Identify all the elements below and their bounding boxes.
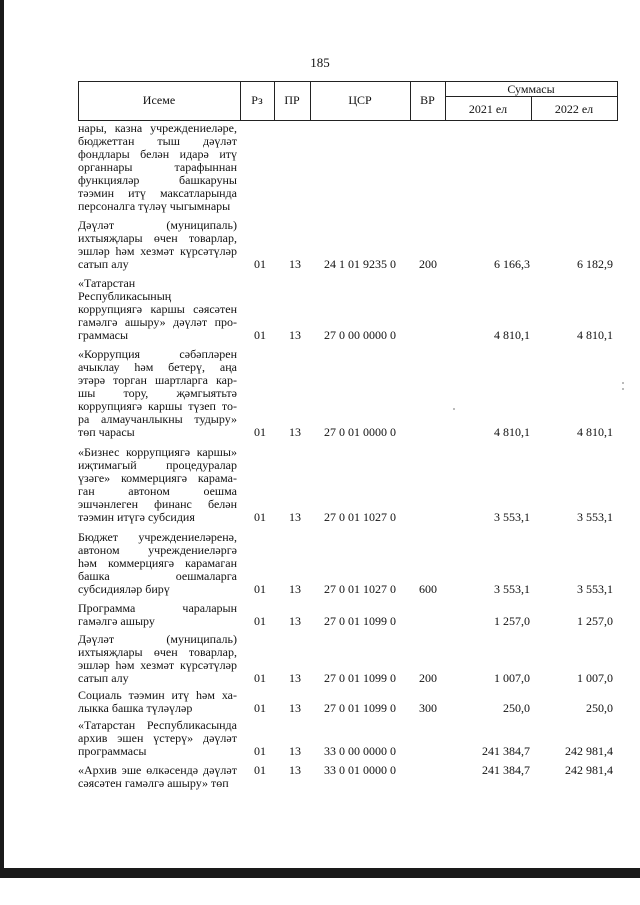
row-name-line: функцияләр башкаруны	[78, 174, 237, 187]
cell-pr: 13	[289, 257, 301, 271]
row-name-line: эшләр һәм хезмәт күрсәтүләр	[78, 659, 237, 672]
row-name-line: «Архив эше өлкәсендә дәүләт	[78, 764, 237, 777]
cell-sum-2022: 1 257,0	[577, 614, 613, 628]
row-name-line: тәэмин итү максатларында	[78, 187, 237, 200]
scan-margin-bottom	[0, 878, 640, 905]
cell-sum-2021: 1 257,0	[494, 614, 530, 628]
cell-vr: 600	[419, 582, 437, 596]
row-name-line: тәэмин итүгә субсидия	[78, 511, 195, 524]
row-name-line: нары, казна учреждениеләре,	[78, 122, 237, 135]
row-name-line: үзәге» коммерциягә карама-	[78, 472, 237, 485]
row-name-line: шы тору, җәмгыятьтә	[78, 387, 237, 400]
cell-csr: 27 0 01 0000 0	[324, 425, 396, 439]
cell-csr: 27 0 01 1099 0	[324, 701, 396, 715]
row-name-line: фондлары белән идарә итү	[78, 148, 237, 161]
row-name-line: «Татарстан	[78, 277, 136, 290]
row-name-line: сәясәтен гамәлгә ашыру» төп	[78, 777, 229, 790]
cell-rz: 01	[254, 257, 266, 271]
table-row	[78, 719, 618, 758]
cell-rz: 01	[254, 582, 266, 596]
cell-pr: 13	[289, 582, 301, 596]
row-name	[78, 602, 237, 628]
row-name-line: гамәлгә ашыру» дәүләт про-	[78, 316, 237, 329]
row-name-line: ган автоном оешма	[78, 485, 237, 498]
row-name-line: эшләр һәм хезмәт күрсәтүләр	[78, 245, 237, 258]
cell-csr: 27 0 01 1099 0	[324, 614, 396, 628]
table-row	[78, 602, 618, 628]
row-name	[78, 633, 237, 685]
scan-speck	[622, 382, 624, 384]
row-name-line: программасы	[78, 745, 147, 758]
table-row	[78, 689, 618, 715]
cell-vr: 300	[419, 701, 437, 715]
cell-rz: 01	[254, 510, 266, 524]
cell-rz: 01	[254, 701, 266, 715]
row-name-line: ихтыяҗлары өчен товарлар,	[78, 646, 237, 659]
cell-vr: 200	[419, 257, 437, 271]
cell-sum-2021: 241 384,7	[482, 744, 530, 758]
cell-sum-2022: 1 007,0	[577, 671, 613, 685]
header-rz: Рз	[251, 93, 263, 107]
table-row	[78, 446, 618, 524]
cell-pr: 13	[289, 425, 301, 439]
cell-csr: 27 0 00 0000 0	[324, 328, 396, 342]
header-sums: Суммасы	[507, 82, 555, 96]
row-name-line: граммасы	[78, 329, 129, 342]
cell-sum-2021: 241 384,7	[482, 763, 530, 777]
cell-pr: 13	[289, 614, 301, 628]
cell-sum-2022: 4 810,1	[577, 328, 613, 342]
row-name-line: Социаль тәэмин итү һәм ха-	[78, 689, 237, 702]
cell-rz: 01	[254, 328, 266, 342]
header-bottom-border	[78, 120, 618, 121]
row-name-line: ачыклау һәм бетерү, аңа	[78, 361, 237, 374]
row-name-line: ра алмаучанлыкны тудыру»	[78, 413, 237, 426]
cell-sum-2022: 3 553,1	[577, 582, 613, 596]
row-name-line: сатып алу	[78, 258, 129, 271]
row-name-line: персоналга түләү чыгымнары	[78, 200, 231, 213]
row-name-line: этәрә торган шартларга кар-	[78, 374, 237, 387]
cell-rz: 01	[254, 671, 266, 685]
header-2022: 2022 ел	[554, 102, 594, 116]
row-name	[78, 764, 237, 790]
row-name-line: архив эшен үстерү» дәүләт	[78, 732, 237, 745]
row-name-line: Дәүләт (муниципаль)	[78, 219, 237, 232]
cell-sum-2021: 4 810,1	[494, 425, 530, 439]
cell-sum-2021: 3 553,1	[494, 582, 530, 596]
row-name	[78, 531, 237, 596]
row-name	[78, 446, 237, 524]
cell-sum-2021: 250,0	[503, 701, 530, 715]
row-name-line: «Коррупция сәбәпләрен	[78, 348, 237, 361]
row-name-line: Республикасының	[78, 290, 172, 303]
cell-rz: 01	[254, 763, 266, 777]
cell-sum-2022: 242 981,4	[565, 763, 613, 777]
row-name-line: субсидияләр бирү	[78, 583, 170, 596]
table-row	[78, 633, 618, 685]
row-name-line: ихтыяҗлары өчен товарлар,	[78, 232, 237, 245]
row-name	[78, 277, 237, 342]
row-name-line: Программа чараларын	[78, 602, 237, 615]
row-name-line: Дәүләт (муниципаль)	[78, 633, 237, 646]
cell-csr: 24 1 01 9235 0	[324, 257, 396, 271]
row-name-line: коррупциягә каршы түзеп то-	[78, 400, 237, 413]
cell-pr: 13	[289, 671, 301, 685]
table-row	[78, 122, 618, 213]
row-name	[78, 122, 237, 213]
scan-edge-bottom	[0, 868, 640, 878]
cell-sum-2021: 6 166,3	[494, 257, 530, 271]
cell-rz: 01	[254, 425, 266, 439]
table-row	[78, 277, 618, 342]
cell-csr: 27 0 01 1027 0	[324, 582, 396, 596]
row-name-line: гамәлгә ашыру	[78, 615, 155, 628]
cell-csr: 33 0 01 0000 0	[324, 763, 396, 777]
scan-speck	[453, 408, 455, 410]
cell-rz: 01	[254, 614, 266, 628]
page-number: 185	[310, 55, 330, 70]
cell-csr: 33 0 00 0000 0	[324, 744, 396, 758]
cell-csr: 27 0 01 1027 0	[324, 510, 396, 524]
row-name-line: эшчәнлеген финанс белән	[78, 498, 237, 511]
cell-sum-2022: 4 810,1	[577, 425, 613, 439]
table-row	[78, 531, 618, 596]
header-csr: ЦСР	[348, 93, 372, 107]
row-name-line: сатып алу	[78, 672, 129, 685]
row-name-line: һәм коммерциягә карамаган	[78, 557, 237, 570]
row-name	[78, 689, 237, 715]
row-name-line: «Бизнес коррупциягә каршы»	[78, 446, 237, 459]
cell-pr: 13	[289, 328, 301, 342]
cell-csr: 27 0 01 1099 0	[324, 671, 396, 685]
row-name-line: «Татарстан Республикасында	[78, 719, 237, 732]
cell-sum-2022: 3 553,1	[577, 510, 613, 524]
row-name-line: органнары тарафыннан	[78, 161, 237, 174]
scan-edge-left	[0, 0, 4, 870]
scan-speck	[622, 388, 624, 390]
row-name-line: коррупциягә каршы сәясәтен	[78, 303, 237, 316]
row-name-line: Бюджет учреждениеләренә,	[78, 531, 237, 544]
cell-sum-2022: 242 981,4	[565, 744, 613, 758]
row-name-line: бюджеттан тыш дәүләт	[78, 135, 237, 148]
row-name	[78, 348, 237, 439]
cell-sum-2021: 4 810,1	[494, 328, 530, 342]
row-name-line: автоном учреждениеләргә	[78, 544, 237, 557]
header-vr: ВР	[420, 93, 435, 107]
header-name: Исеме	[142, 93, 176, 107]
row-name-line: башка оешмаларга	[78, 570, 237, 583]
cell-sum-2022: 6 182,9	[577, 257, 613, 271]
cell-pr: 13	[289, 744, 301, 758]
header-right-border	[617, 81, 618, 121]
cell-vr: 200	[419, 671, 437, 685]
cell-sum-2022: 250,0	[586, 701, 613, 715]
table-row	[78, 348, 618, 439]
cell-sum-2021: 3 553,1	[494, 510, 530, 524]
row-name-line: иҗтимагый процедуралар	[78, 459, 237, 472]
cell-pr: 13	[289, 510, 301, 524]
table-row	[78, 764, 618, 790]
cell-pr: 13	[289, 763, 301, 777]
row-name	[78, 719, 237, 758]
header-pr: ПР	[284, 93, 300, 107]
row-name	[78, 219, 237, 271]
table-row	[78, 219, 618, 271]
row-name-line: төп чарасы	[78, 426, 135, 439]
cell-sum-2021: 1 007,0	[494, 671, 530, 685]
cell-rz: 01	[254, 744, 266, 758]
cell-pr: 13	[289, 701, 301, 715]
header-2021: 2021 ел	[468, 102, 508, 116]
row-name-line: лыкка башка түләүләр	[78, 702, 193, 715]
